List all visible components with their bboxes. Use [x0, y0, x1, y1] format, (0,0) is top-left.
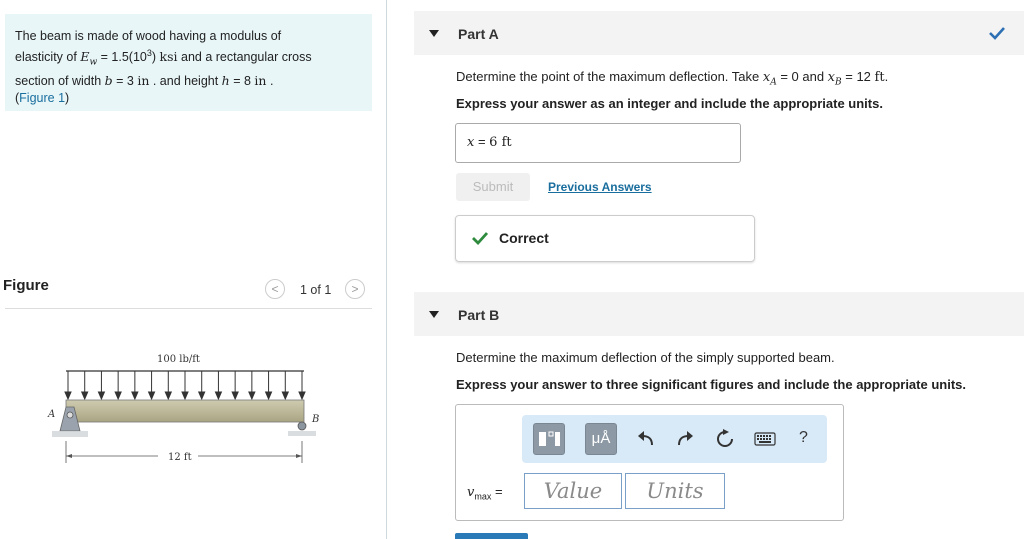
keyboard-icon[interactable]	[754, 432, 776, 446]
load-arrow-head	[98, 392, 104, 399]
span-label: 12 ft	[168, 452, 192, 463]
previous-answers-link[interactable]: Previous Answers	[548, 180, 652, 194]
problem-line-4: (Figure 1)	[15, 90, 70, 105]
reset-icon[interactable]	[715, 429, 735, 449]
load-arrow-head	[249, 392, 255, 399]
part-a-header[interactable]	[414, 11, 1024, 55]
load-arrow-head	[282, 392, 288, 399]
templates-icon	[534, 424, 564, 454]
load-arrow-head	[299, 392, 305, 399]
part-b-instruction: Express your answer to three significant figures and include the appropriate units.	[456, 377, 966, 392]
problem-statement	[5, 14, 372, 111]
figure-pager: 1 of 1	[300, 283, 332, 297]
support-b-label: B	[312, 414, 320, 425]
load-arrow-head	[266, 392, 272, 399]
templates-button[interactable]	[533, 423, 565, 455]
figure-prev-button[interactable]: <	[265, 279, 285, 299]
beam	[66, 400, 304, 422]
part-b-title: Part B	[458, 307, 500, 323]
load-arrow-head	[182, 392, 188, 399]
problem-line-2: elasticity of $E_w = 1.5(10^3)$ ksi and a rectangular cross	[15, 48, 312, 68]
part-a-answer-value: 6 ft	[489, 135, 512, 150]
load-arrow-head	[65, 392, 71, 399]
load-arrow-head	[132, 392, 138, 399]
load-arrow-head	[232, 392, 238, 399]
part-b-submit-button[interactable]	[455, 533, 528, 539]
figure-title: Figure	[3, 277, 49, 294]
units-input[interactable]: Units	[625, 473, 725, 509]
figure-next-button[interactable]: >	[345, 279, 365, 299]
part-b-question: Determine the maximum deflection of the simply supported beam.	[456, 350, 835, 365]
part-a-question: Determine the point of the maximum deflection. Take $x_A = 0$ and $x_B = 12$ ft.	[456, 69, 889, 88]
part-b-header[interactable]	[414, 292, 1024, 336]
part-a-result: Correct	[499, 230, 549, 246]
beam-figure	[30, 345, 360, 470]
undo-icon[interactable]	[636, 430, 656, 448]
value-input[interactable]: Value	[524, 473, 622, 509]
figure-divider	[5, 308, 372, 309]
part-b-collapse-icon[interactable]	[429, 311, 439, 318]
load-arrow-head	[215, 392, 221, 399]
part-a-collapse-icon[interactable]	[429, 30, 439, 37]
part-a-submit-button[interactable]: Submit	[456, 173, 530, 201]
support-a-label: A	[48, 409, 56, 420]
part-a-instruction: Express your answer as an integer and include the appropriate units.	[456, 96, 883, 111]
load-arrow-head	[199, 392, 205, 399]
part-a-title: Part A	[458, 26, 499, 42]
load-arrows	[65, 371, 305, 399]
part-b-variable-label: $v_{max}$ =	[467, 484, 503, 502]
part-a-answer: x = 6 ft	[467, 134, 512, 150]
problem-line-1: The beam is made of wood having a modulus of	[15, 29, 282, 43]
load-arrow-head	[149, 392, 155, 399]
load-arrow-head	[165, 392, 171, 399]
load-label: 100 lb/ft	[157, 354, 200, 365]
units-button[interactable]: μÅ	[585, 423, 617, 455]
column-divider	[386, 0, 387, 539]
problem-line-3: section of width b = 3 in . and height h = 8 in .	[15, 72, 274, 88]
correct-check-icon	[472, 232, 488, 245]
help-button[interactable]: ?	[799, 429, 808, 446]
figure-link[interactable]: Figure 1	[19, 90, 66, 105]
redo-icon[interactable]	[675, 430, 695, 448]
load-arrow-head	[82, 392, 88, 399]
load-arrow-head	[115, 392, 121, 399]
part-a-check-icon	[989, 26, 1005, 40]
